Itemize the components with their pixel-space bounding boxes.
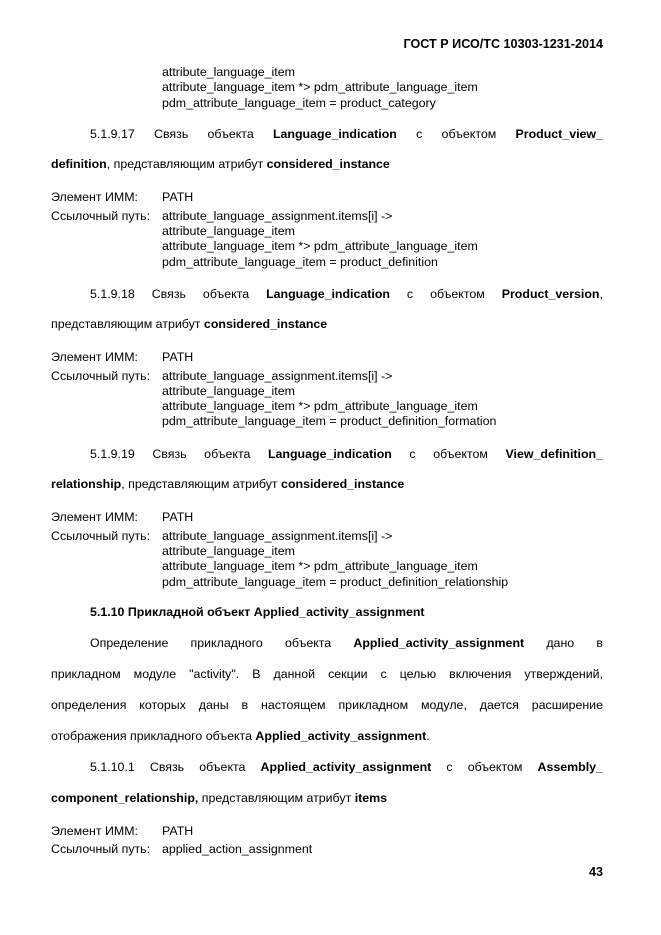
clause-5-1-9-18-heading: 5.1.9.18 Связь объекта Language_indication с объектом Product_version, — [90, 287, 603, 301]
path-line: pdm_attribute_language_item = product_category — [162, 96, 436, 110]
path-line: attribute_language_item *> pdm_attribute_language_item — [162, 80, 478, 94]
element-label: Элемент ИММ: — [51, 350, 138, 364]
clause-5-1-9-17-continuation: definition, представляющим атрибут considered_instance — [51, 157, 390, 171]
path-line: attribute_language_item — [162, 384, 295, 398]
document-header: ГОСТ Р ИСО/ТС 10303-1231-2014 — [403, 37, 603, 51]
element-value: PATH — [162, 350, 194, 364]
path-line: attribute_language_assignment.items[i] -> — [162, 209, 393, 223]
element-label: Элемент ИММ: — [51, 510, 138, 524]
clause-5-1-9-17-heading: 5.1.9.17 Связь объекта Language_indication с объектом Product_view_ — [90, 127, 603, 141]
clause-5-1-9-19-heading: 5.1.9.19 Связь объекта Language_indication с объектом View_definition_ — [90, 447, 604, 461]
path-line: attribute_language_item *> pdm_attribute_language_item — [162, 399, 478, 413]
element-value: PATH — [162, 510, 194, 524]
section-5-1-10-heading: 5.1.10 Прикладной объект Applied_activity_assignment — [90, 605, 425, 619]
path-line: pdm_attribute_language_item = product_definition_relationship — [162, 575, 509, 589]
path-line: attribute_language_item *> pdm_attribute_language_item — [162, 239, 478, 253]
paragraph-line: отображения прикладного объекта Applied_activity_assignment. — [51, 729, 430, 743]
clause-5-1-9-18-continuation: представляющим атрибут considered_instance — [51, 317, 328, 331]
page-number: 43 — [588, 865, 603, 879]
ref-path-label: Ссылочный путь: — [51, 209, 151, 223]
ref-path-label: Ссылочный путь: — [51, 842, 151, 856]
path-line: attribute_language_item — [162, 544, 295, 558]
path-line: attribute_language_assignment.items[i] -> — [162, 529, 393, 543]
path-line: applied_action_assignment — [162, 842, 313, 856]
paragraph-line: прикладном модуле "activity". В данной секции с целью включения утверждений, — [51, 667, 603, 681]
path-line: attribute_language_item — [162, 65, 295, 79]
path-line: attribute_language_item *> pdm_attribute_language_item — [162, 559, 478, 573]
clause-5-1-10-1-heading: 5.1.10.1 Связь объекта Applied_activity_assignment с объектом Assembly_ — [90, 760, 603, 774]
path-line: attribute_language_item — [162, 224, 295, 238]
path-line: attribute_language_assignment.items[i] -> — [162, 369, 393, 383]
element-label: Элемент ИММ: — [51, 824, 138, 838]
element-value: PATH — [162, 190, 194, 204]
element-label: Элемент ИММ: — [51, 190, 138, 204]
element-value: PATH — [162, 824, 194, 838]
ref-path-label: Ссылочный путь: — [51, 369, 151, 383]
path-line: pdm_attribute_language_item = product_definition_formation — [162, 414, 497, 428]
clause-5-1-10-1-continuation: component_relationship, представляющим атрибут items — [51, 791, 388, 805]
ref-path-label: Ссылочный путь: — [51, 529, 151, 543]
path-line: pdm_attribute_language_item = product_definition — [162, 255, 438, 269]
paragraph-line: определения которых даны в настоящем прикладном модуле, дается расширение — [51, 698, 603, 712]
clause-5-1-9-19-continuation: relationship, представляющим атрибут considered_instance — [51, 477, 405, 491]
paragraph-line: Определение прикладного объекта Applied_activity_assignment дано в — [90, 636, 603, 650]
